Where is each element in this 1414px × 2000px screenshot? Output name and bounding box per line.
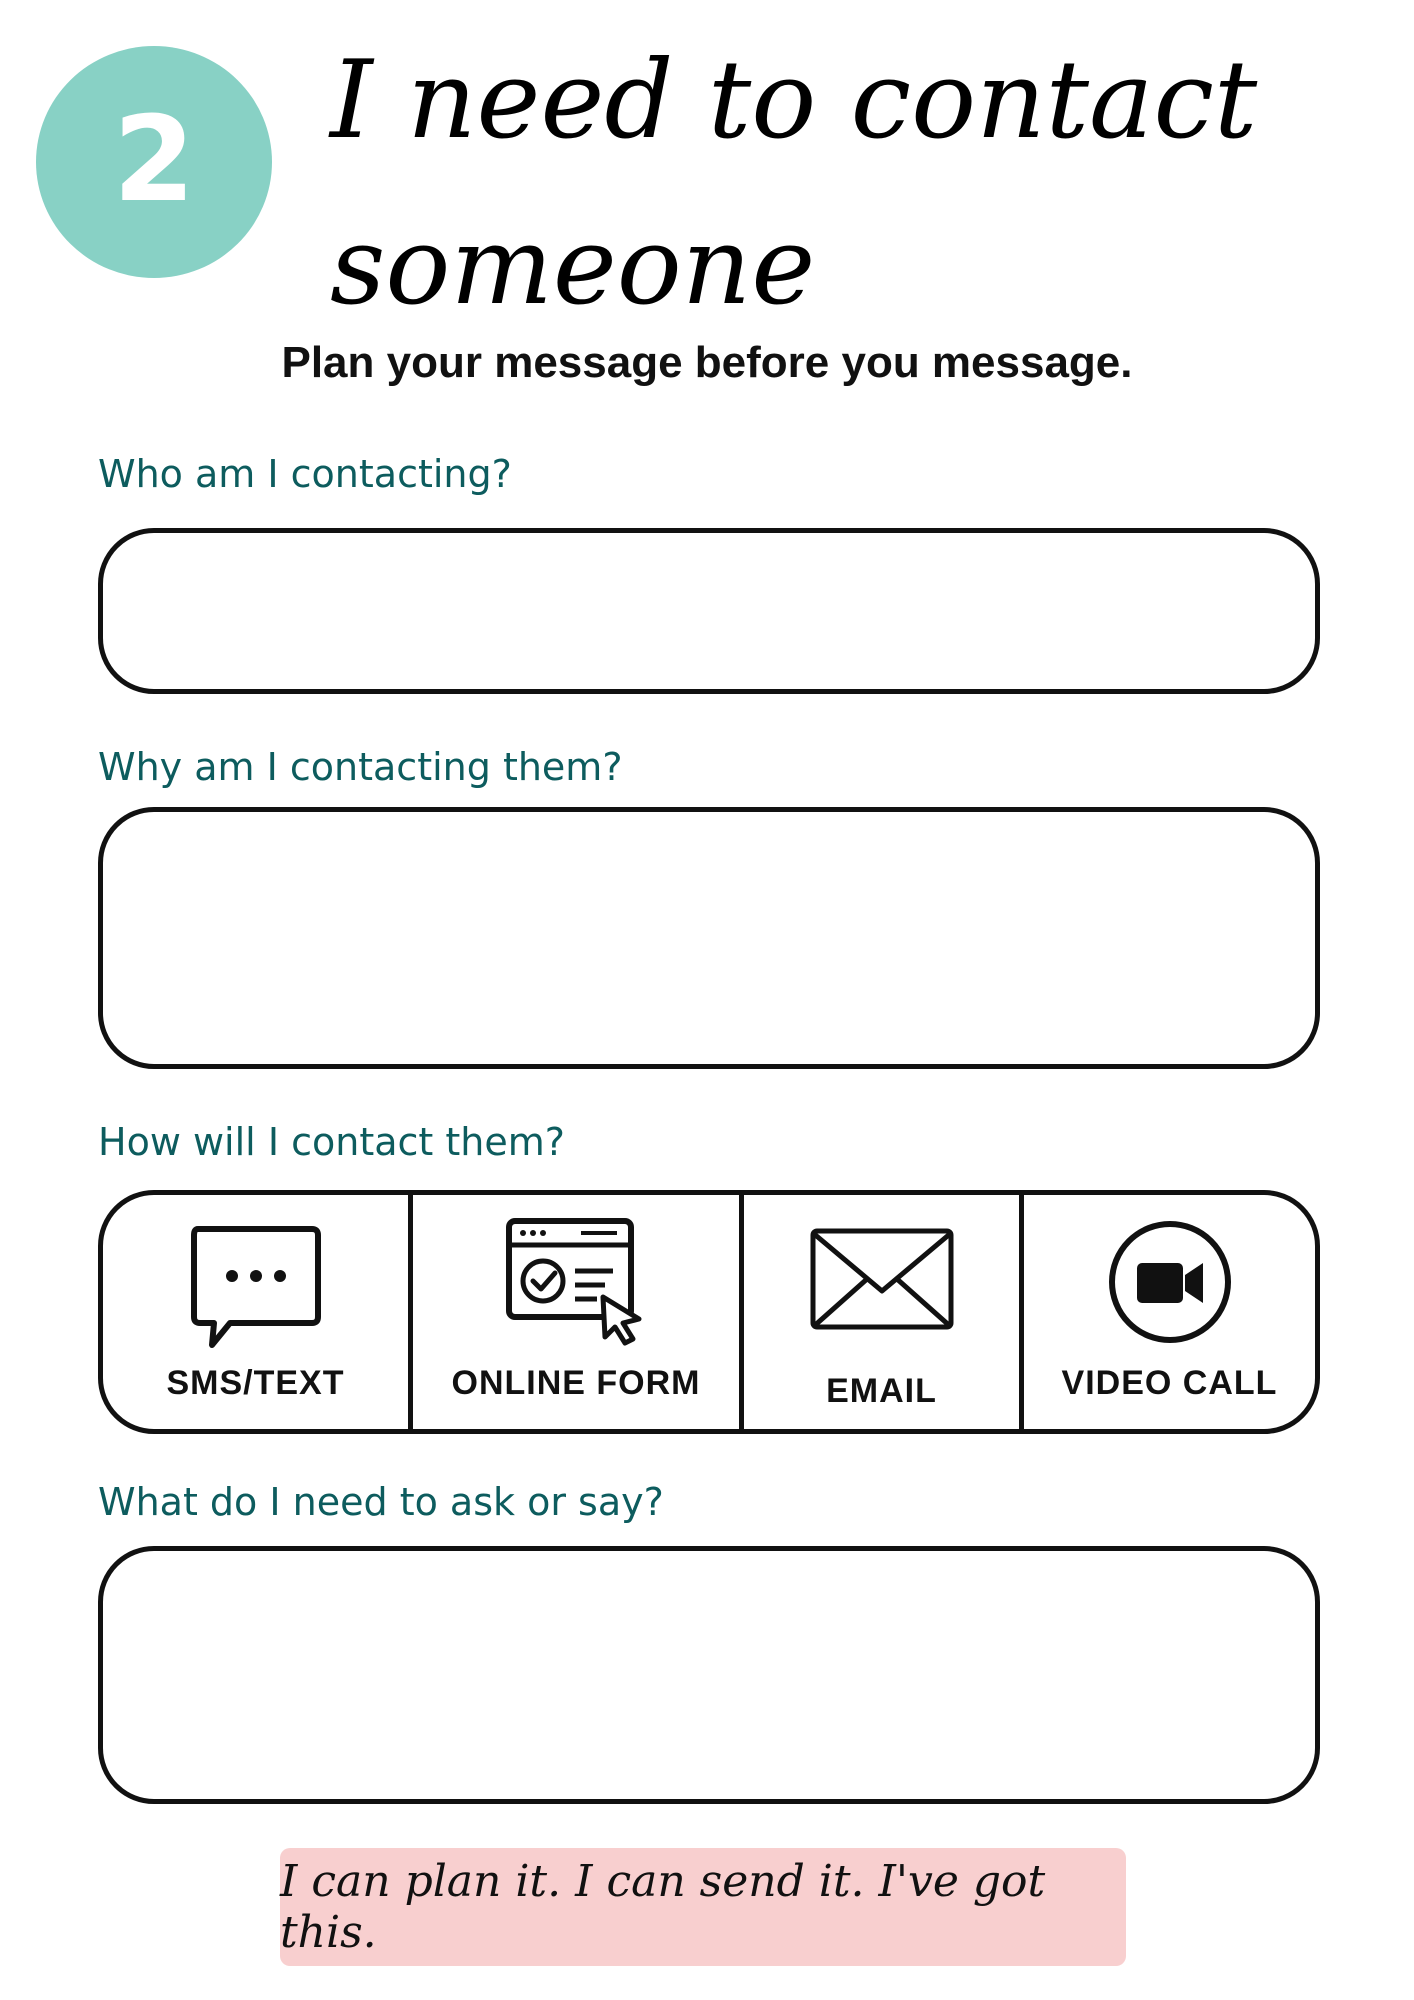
- contact-method-options: [98, 1190, 1320, 1434]
- page-title-line-1: I need to contact: [330, 38, 1258, 163]
- envelope-icon: [807, 1225, 957, 1335]
- page-subtitle: Plan your message before you message.: [281, 338, 1133, 387]
- motto-banner: [280, 1848, 1126, 1966]
- option-online-form[interactable]: [413, 1195, 744, 1429]
- option-sms-text[interactable]: [103, 1195, 413, 1429]
- question-what-label: What do I need to ask or say?: [98, 1480, 664, 1524]
- page-title: [330, 18, 1330, 350]
- video-camera-icon: [1105, 1217, 1235, 1347]
- answer-box-what[interactable]: [98, 1546, 1320, 1804]
- option-label-sms-text: SMS/TEXT: [166, 1364, 345, 1402]
- answer-box-who[interactable]: [98, 528, 1320, 694]
- step-number: 2: [112, 90, 196, 228]
- option-email[interactable]: [744, 1195, 1024, 1429]
- option-label-online-form: ONLINE FORM: [451, 1364, 701, 1402]
- question-why-label: Why am I contacting them?: [98, 745, 623, 789]
- web-form-icon: [501, 1215, 651, 1347]
- chat-bubble-icon: [186, 1221, 326, 1351]
- question-how-label: How will I contact them?: [98, 1120, 565, 1164]
- option-label-email: EMAIL: [826, 1372, 937, 1410]
- page-title-line-2: someone: [330, 204, 816, 329]
- step-number-badge: [36, 46, 272, 278]
- motto-text: I can plan it. I can send it. I've got this.: [280, 1856, 1046, 1958]
- question-who-label: Who am I contacting?: [98, 452, 512, 496]
- answer-box-why[interactable]: [98, 807, 1320, 1069]
- option-label-video-call: VIDEO CALL: [1061, 1364, 1278, 1402]
- option-video-call[interactable]: [1024, 1195, 1315, 1429]
